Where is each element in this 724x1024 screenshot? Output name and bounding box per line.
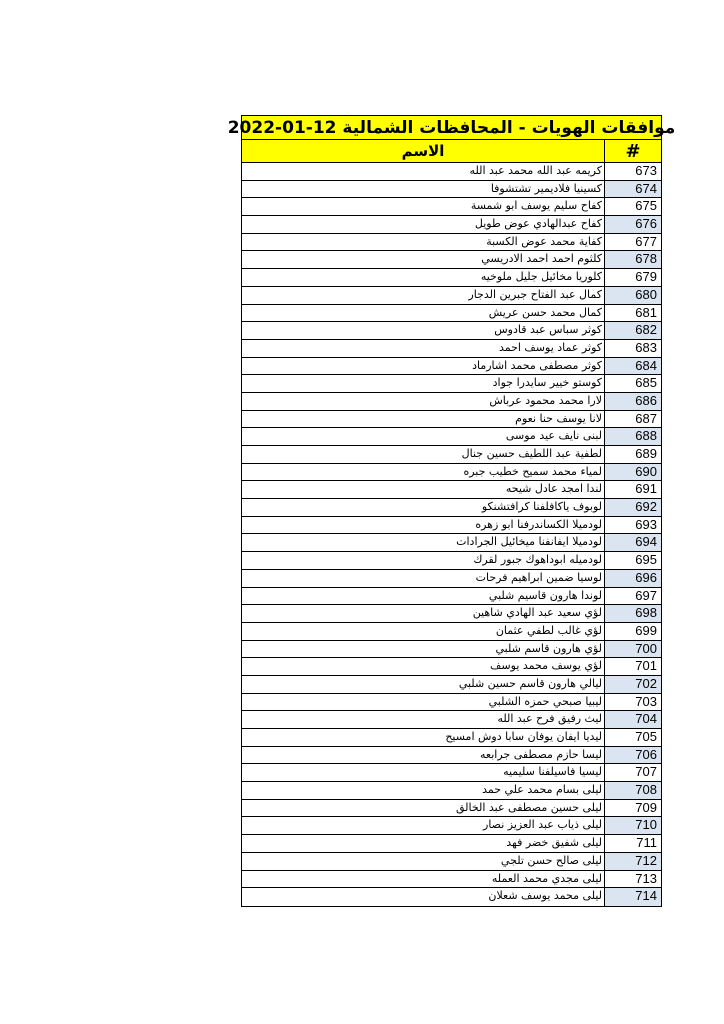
table-row <box>242 181 661 199</box>
name-cell: كوستو خيير سايدرا جواد <box>242 375 605 392</box>
number-cell: 689 <box>635 446 657 461</box>
number-cell: 687 <box>635 410 657 426</box>
number-cell: 686 <box>605 393 661 410</box>
name-cell: لؤي يوسف محمد يوسف <box>242 658 605 675</box>
number-cell: 704 <box>605 711 661 728</box>
number-cell: 699 <box>635 622 657 638</box>
table-row <box>242 340 661 358</box>
name-cell: كوثر مصطفى محمد اشارماد <box>242 358 605 375</box>
name-cell: كريمه عبد الله محمد عبد الله <box>242 163 605 180</box>
number-cell: 685 <box>635 375 657 391</box>
table-row <box>242 393 661 411</box>
table-row <box>242 835 661 853</box>
name-column-header: الاسم <box>242 140 605 162</box>
table-row <box>242 676 661 694</box>
number-cell: 695 <box>635 552 657 568</box>
name-cell: ليالي هارون قاسم حسين شلبي <box>242 676 605 693</box>
number-cell: 708 <box>605 782 661 799</box>
number-cell: 693 <box>635 516 657 532</box>
name-cell: لؤي غالب لطفي عثمان <box>242 623 605 640</box>
number-cell: 702 <box>605 676 661 693</box>
number-cell: 678 <box>605 251 661 268</box>
number-cell: 709 <box>635 799 657 815</box>
approvals-table <box>227 115 676 907</box>
table-row <box>242 322 661 340</box>
table-row <box>242 163 661 181</box>
number-column-header: # <box>625 140 641 162</box>
name-cell: كوثر سباس عبد قادوس <box>242 322 605 339</box>
name-cell: ليلى شفيق خضر فهد <box>242 835 605 852</box>
table-row <box>242 711 661 729</box>
number-cell: 690 <box>605 464 661 481</box>
name-cell: لؤي سعيد عبد الهادي شاهين <box>242 605 605 622</box>
number-cell: 714 <box>605 888 661 906</box>
name-cell: لوبوف ياكافلفنا كرافتشنكو <box>242 499 605 516</box>
number-cell: 680 <box>605 287 661 304</box>
name-cell: لمياء محمد سميح خطيب جبره <box>242 464 605 481</box>
table-row <box>242 782 661 800</box>
table-row <box>242 729 661 747</box>
number-cell: 684 <box>605 358 661 375</box>
name-cell: كلوريا مخائيل جليل ملوخيه <box>242 269 605 286</box>
number-cell: 683 <box>635 339 657 355</box>
name-cell: لودميلا الكساندرفنا ابو زهره <box>242 517 605 534</box>
table-row <box>242 588 661 606</box>
name-cell: كفاية محمد عوض الكسبة <box>242 234 605 251</box>
number-cell: 673 <box>635 163 657 178</box>
name-cell: كلثوم احمد احمد الادريسي <box>242 251 605 268</box>
table-row <box>242 517 661 535</box>
table-body <box>242 163 661 906</box>
table-row <box>242 269 661 287</box>
number-cell: 691 <box>635 481 657 497</box>
number-cell: 707 <box>635 764 657 780</box>
table-title: موافقات الهويات - المحافظات الشمالية 12-01-2022 <box>242 116 661 140</box>
number-cell: 705 <box>635 729 657 744</box>
name-cell: كمال محمد حسن عريش <box>242 305 605 322</box>
name-cell: لارا محمد محمود عرباش <box>242 393 605 410</box>
name-cell: لوندا هارون قاسيم شلبي <box>242 588 605 605</box>
table-row <box>242 694 661 712</box>
table-row <box>242 305 661 323</box>
number-cell: 700 <box>605 641 661 658</box>
table-row <box>242 658 661 676</box>
table-row <box>242 216 661 234</box>
table-row <box>242 198 661 216</box>
table-row <box>242 411 661 429</box>
name-cell: لودميله ابوداهوك جبور لقرك <box>242 552 605 569</box>
table-row <box>242 800 661 818</box>
name-cell: كوثر عماد يوسف احمد <box>242 340 605 357</box>
table-header <box>242 140 661 163</box>
table-row <box>242 552 661 570</box>
number-cell: 711 <box>636 835 657 851</box>
table-row <box>242 499 661 517</box>
name-cell: كمال عبد الفتاح جبرين الدجار <box>242 287 605 304</box>
table-row <box>242 464 661 482</box>
number-cell: 712 <box>605 853 661 870</box>
name-cell: لبنى نايف عيد موسى <box>242 428 605 445</box>
name-cell: كفاح عبدالهادي عوض طويل <box>242 216 605 233</box>
number-cell: 694 <box>605 534 661 551</box>
table-row <box>242 570 661 588</box>
number-cell: 692 <box>605 499 661 516</box>
name-cell: لوسيا ضمين ابراهيم فرحات <box>242 570 605 587</box>
number-cell: 706 <box>605 747 661 764</box>
name-cell: لانا يوسف حنا نعوم <box>242 411 605 428</box>
number-cell: 681 <box>635 304 657 320</box>
name-cell: ليلى صالح حسن تلجي <box>242 853 605 870</box>
table-row <box>242 534 661 552</box>
name-cell: ليبيا صبحي حمزه الشلبي <box>242 694 605 711</box>
number-cell: 676 <box>605 216 661 233</box>
number-cell: 697 <box>635 587 657 603</box>
number-cell: 696 <box>605 570 661 587</box>
table-row <box>242 764 661 782</box>
table-row <box>242 817 661 835</box>
name-cell: ليلى بسام محمد علي حمد <box>242 782 605 799</box>
name-cell: ليديا ايفان يوفان سابا دوش امسيح <box>242 729 605 746</box>
table-row <box>242 481 661 499</box>
number-cell: 682 <box>605 322 661 339</box>
table-row <box>242 747 661 765</box>
number-cell: 710 <box>605 817 661 834</box>
table-row <box>242 871 661 889</box>
name-cell: كسينيا فلاديمير تشتشوفا <box>242 181 605 198</box>
number-cell: 679 <box>635 269 657 285</box>
number-cell: 675 <box>635 198 657 214</box>
name-cell: كفاح سليم يوسف ابو شمسة <box>242 198 605 215</box>
table-row <box>242 853 661 871</box>
table-row <box>242 888 661 906</box>
table-row <box>242 623 661 641</box>
number-cell: 701 <box>635 658 657 674</box>
table-row <box>242 375 661 393</box>
name-cell: ليلى مجدي محمد العمله <box>242 871 605 888</box>
name-cell: لطفية عبد اللطيف حسين جنال <box>242 446 605 463</box>
table-row <box>242 287 661 305</box>
name-cell: ليسيا فاسيلفنا سليميه <box>242 764 605 781</box>
name-cell: ليث رفيق فرح عبد الله <box>242 711 605 728</box>
number-cell: 674 <box>605 181 661 198</box>
name-cell: ليلى حسين مصطفى عبد الخالق <box>242 800 605 817</box>
name-cell: ليلى ذياب عبد العزيز نصار <box>242 817 605 834</box>
table-row <box>242 251 661 269</box>
number-cell: 698 <box>605 605 661 622</box>
table-row <box>242 358 661 376</box>
table-row <box>242 428 661 446</box>
name-cell: ليلى محمد يوسف شعلان <box>242 888 605 906</box>
table-row <box>242 641 661 659</box>
name-cell: لودميلا ايفانفنا ميخائيل الجرادات <box>242 534 605 551</box>
table-row <box>242 234 661 252</box>
number-cell: 703 <box>635 693 657 709</box>
number-cell: 688 <box>605 428 661 445</box>
name-cell: لندا امجد عادل شيحه <box>242 481 605 498</box>
name-cell: لؤي هارون قاسم شلبي <box>242 641 605 658</box>
table-row <box>242 446 661 464</box>
name-cell: ليسا حازم مصطفى جرابعه <box>242 747 605 764</box>
number-cell: 677 <box>635 233 657 249</box>
table-row <box>242 605 661 623</box>
number-cell: 713 <box>635 870 657 886</box>
